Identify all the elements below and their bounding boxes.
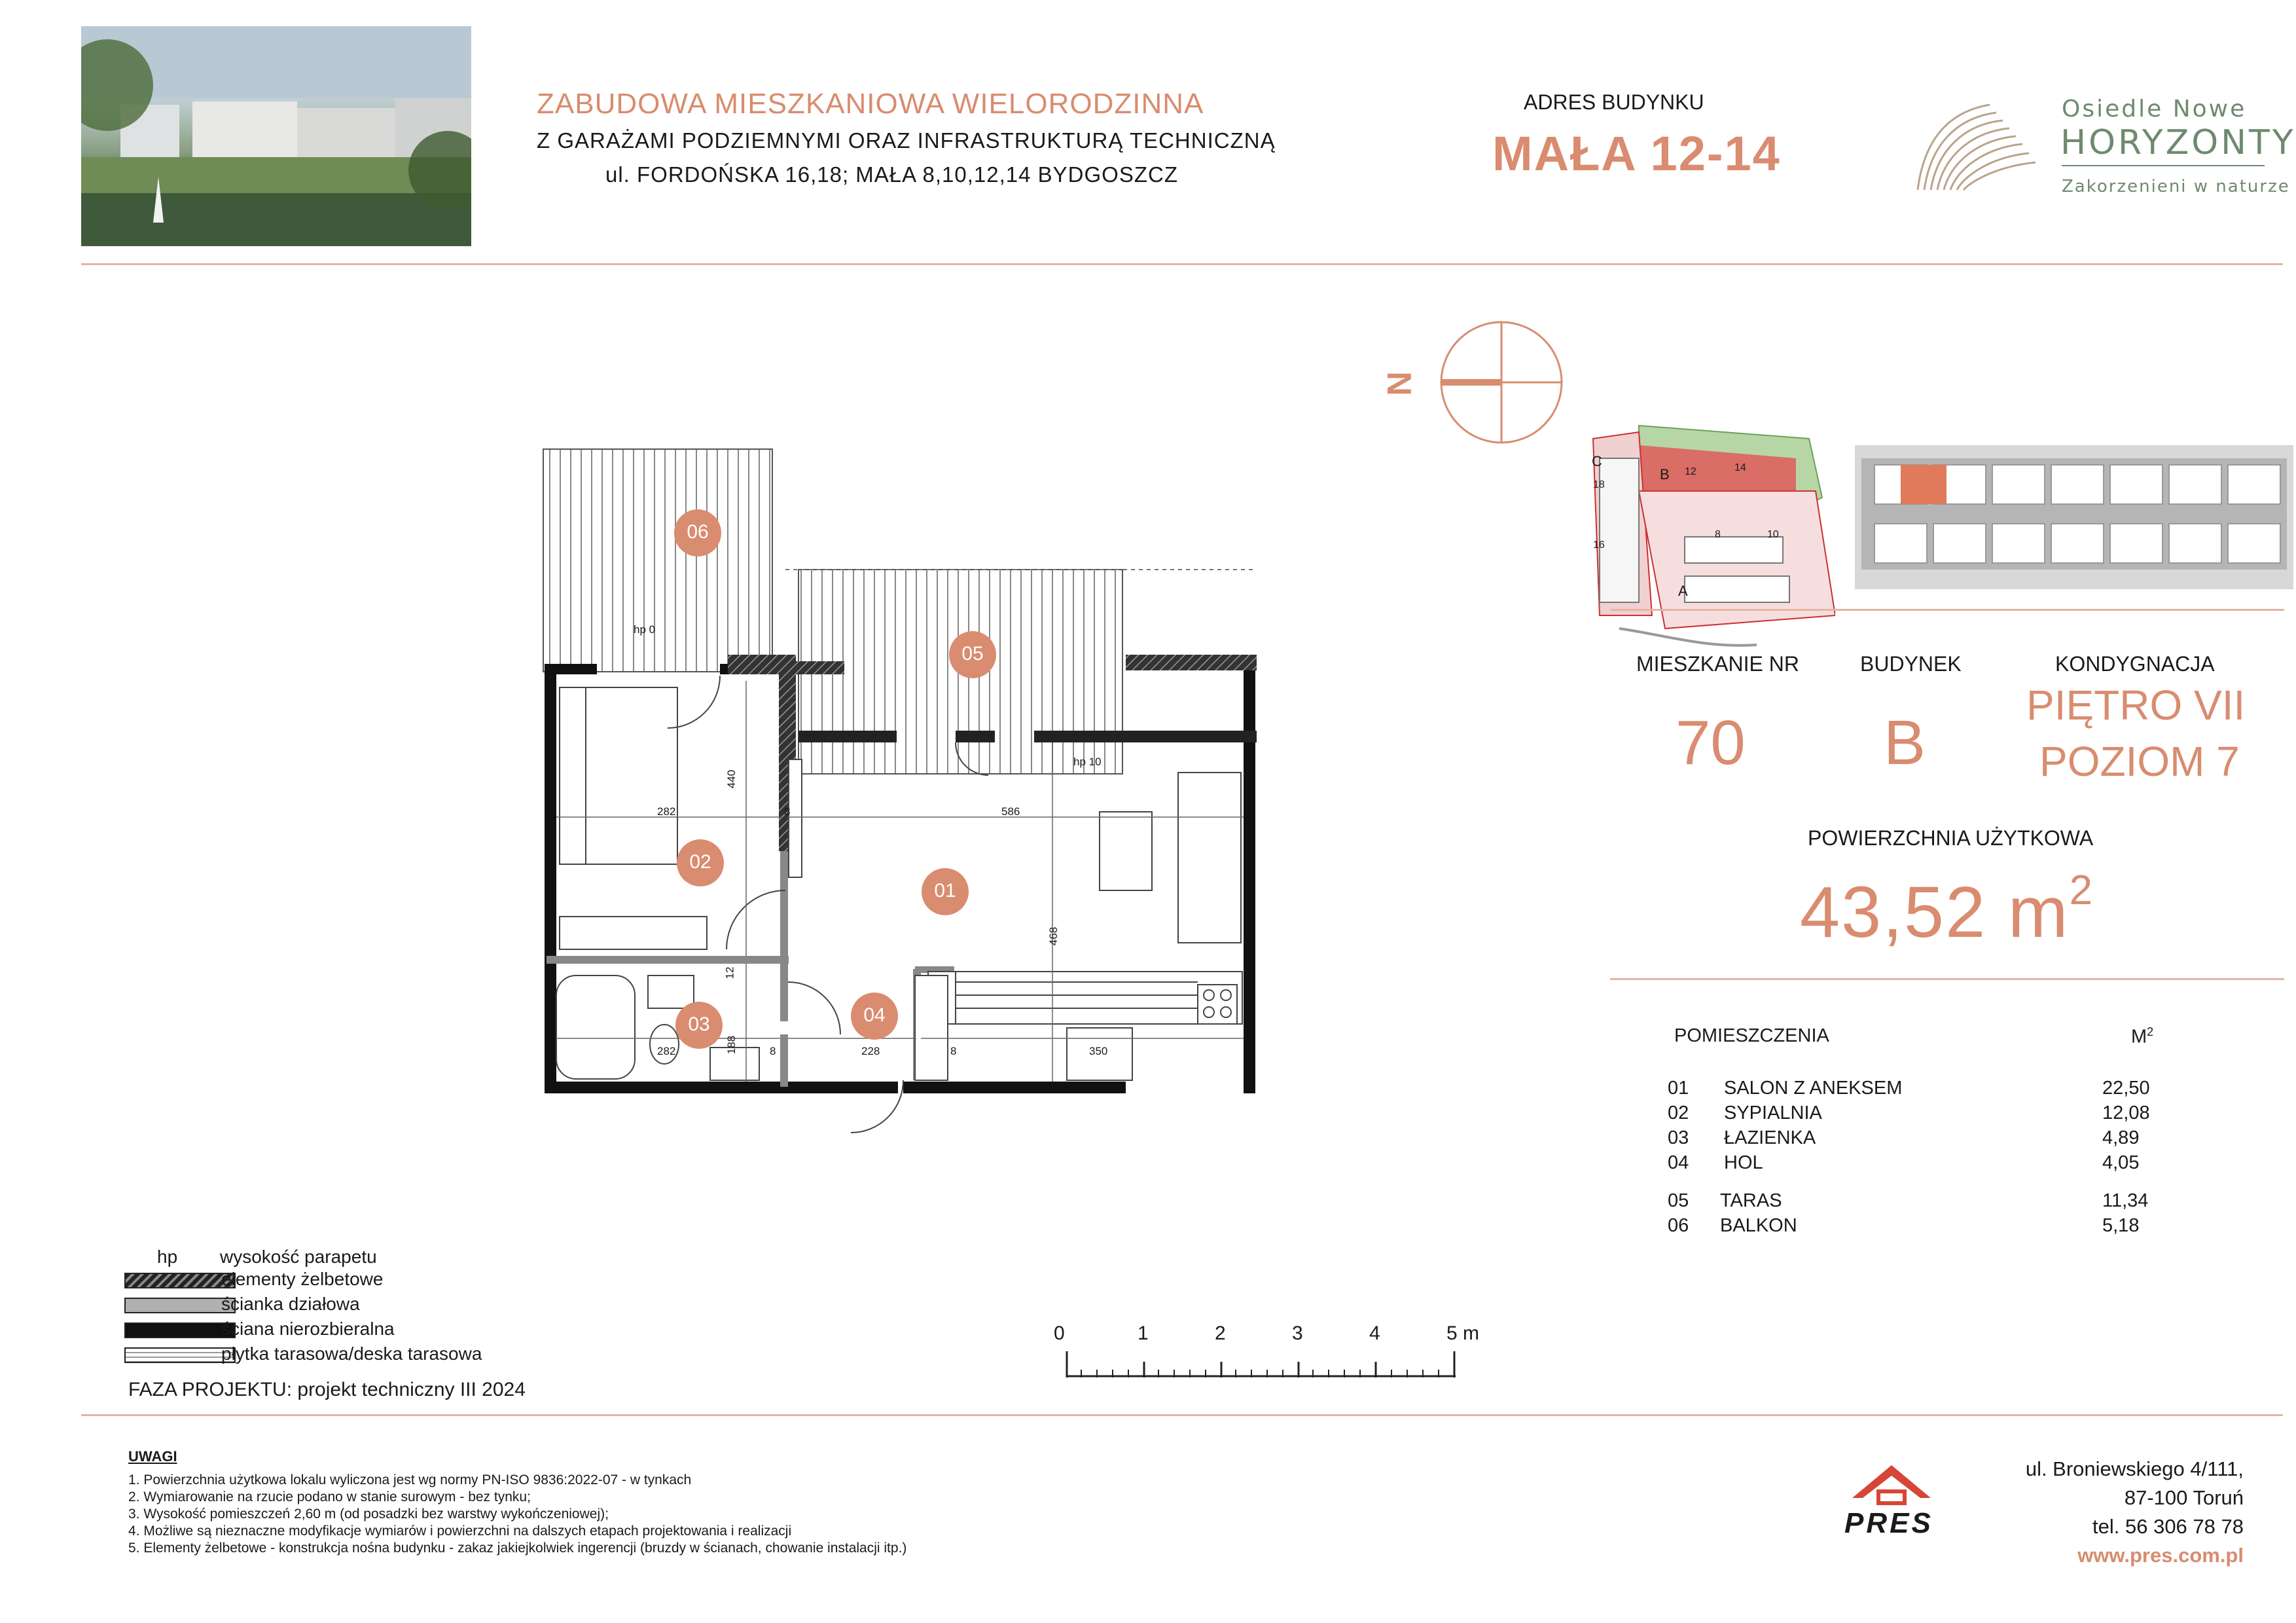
- site-label-14: 14: [1734, 462, 1746, 473]
- project-title: ZABUDOWA MIESZKANIOWA WIELORODZINNA: [537, 88, 1204, 120]
- site-label-b: B: [1660, 466, 1670, 483]
- logo-divider: [2062, 165, 2265, 166]
- area-number: 43,52 m: [1800, 872, 2070, 953]
- room-row-03-name: ŁAZIENKA: [1724, 1127, 1816, 1148]
- badge-02: 02: [689, 851, 711, 873]
- dim-8-kitchen: 8: [950, 1045, 957, 1057]
- notes-list: [128, 1472, 906, 1557]
- area-value: [1800, 866, 2094, 954]
- area-unit-sup: 2: [2069, 866, 2094, 913]
- dim-12: 12: [723, 966, 736, 979]
- note-3: 3. Wysokość pomieszczeń 2,60 m (od posadzki bez warstwy wykończeniowej);: [128, 1506, 609, 1522]
- scale-5m: 5 m: [1446, 1322, 1480, 1344]
- header-divider: [81, 263, 2283, 265]
- scale-3: 3: [1292, 1322, 1303, 1344]
- legend-decking: płytka tarasowa/deska tarasowa: [221, 1343, 482, 1364]
- legend-swatch-partition: [124, 1298, 236, 1313]
- company-city: 87-100 Toruń: [2124, 1486, 2244, 1509]
- building-letter: B: [1884, 708, 1926, 778]
- legend-loadbearing: ściana nierozbieralna: [221, 1319, 395, 1339]
- dim-282-bottom: 282: [657, 1045, 676, 1057]
- rooms-unit-m: M: [2131, 1026, 2147, 1048]
- badge-01: 01: [934, 880, 956, 902]
- legend-swatch-concrete: [124, 1273, 236, 1288]
- rooms-unit-sup: 2: [2147, 1025, 2154, 1038]
- site-label-8: 8: [1715, 529, 1721, 540]
- room-row-05-no: 05: [1668, 1190, 1689, 1211]
- note-5: 5. Elementy żelbetowe - konstrukcja nośna budynku - zakaz jakiejkolwiek ingerencji (bruzdy w ścianach, chowanie instalacji itp.): [128, 1541, 907, 1556]
- room-row-02-area: 12,08: [2102, 1103, 2150, 1123]
- dim-228: 228: [861, 1045, 880, 1057]
- company-website[interactable]: www.pres.com.pl: [2077, 1544, 2244, 1567]
- note-4: 4. Możliwe są nieznaczne modyfikacje wymiarów i powierzchni na dalszych etapach projektowania i realizacji: [128, 1523, 792, 1539]
- room-row-05-name: TARAS: [1720, 1190, 1782, 1211]
- north-label: N: [1379, 371, 1418, 396]
- building-label: BUDYNEK: [1860, 652, 1962, 676]
- hero-rendering-image: [81, 26, 471, 246]
- site-label-18: 18: [1593, 479, 1605, 490]
- floor-line2: POZIOM 7: [2039, 738, 2240, 785]
- room-row-04-name: HOL: [1724, 1152, 1763, 1173]
- info-divider-bottom: [1610, 978, 2284, 980]
- company-name: PRES: [1844, 1507, 1933, 1539]
- room-row-06-name: BALKON: [1720, 1215, 1797, 1236]
- legend-hp-key: hp: [157, 1247, 178, 1267]
- room-row-04-area: 4,05: [2102, 1152, 2140, 1173]
- dim-hp0: hp 0: [634, 623, 656, 636]
- notes-title: UWAGI: [128, 1448, 177, 1465]
- room-row-01-no: 01: [1668, 1078, 1689, 1099]
- legend-swatch-loadbearing: [124, 1322, 236, 1338]
- legend-partition: ścianka działowa: [221, 1294, 360, 1314]
- scale-1: 1: [1138, 1322, 1149, 1344]
- legend-hp-text: wysokość parapetu: [220, 1247, 377, 1267]
- badge-06: 06: [687, 521, 709, 543]
- logo-line1: Osiedle Nowe: [2062, 96, 2247, 122]
- rooms-unit-header: [2131, 1025, 2153, 1048]
- room-row-02-name: SYPIALNIA: [1724, 1103, 1822, 1123]
- badge-05: 05: [961, 643, 984, 665]
- site-label-16: 16: [1593, 539, 1605, 551]
- scale-0: 0: [1054, 1322, 1065, 1344]
- horyzonty-logo-mark: [1911, 98, 2042, 196]
- badge-04: 04: [863, 1004, 886, 1026]
- unit-number-label: MIESZKANIE NR: [1636, 652, 1799, 676]
- floor-key-plan: [1855, 439, 2293, 596]
- dim-350: 350: [1089, 1045, 1108, 1057]
- scale-4: 4: [1369, 1322, 1380, 1344]
- room-row-01-name: SALON Z ANEKSEM: [1724, 1078, 1903, 1099]
- project-subtitle: Z GARAŻAMI PODZIEMNYMI ORAZ INFRASTRUKTURĄ TECHNICZNĄ: [537, 128, 1276, 153]
- company-street: ul. Broniewskiego 4/111,: [2025, 1457, 2244, 1480]
- room-row-04-no: 04: [1668, 1152, 1689, 1173]
- floor-label: KONDYGNACJA: [2055, 652, 2215, 676]
- site-plan-map: [1587, 419, 1835, 655]
- info-divider-top: [1610, 609, 2284, 611]
- dim-8-top: 8: [784, 805, 791, 818]
- site-label-12: 12: [1685, 466, 1696, 477]
- logo-tagline: Zakorzenieni w naturze: [2062, 177, 2290, 196]
- dim-hp10: hp 10: [1073, 756, 1102, 768]
- room-row-01-area: 22,50: [2102, 1078, 2150, 1099]
- room-row-06-area: 5,18: [2102, 1215, 2140, 1236]
- room-row-03-area: 4,89: [2102, 1127, 2140, 1148]
- site-label-10: 10: [1767, 529, 1779, 540]
- dim-468: 468: [1047, 926, 1060, 946]
- legend-swatch-decking: [124, 1347, 236, 1363]
- scale-2: 2: [1215, 1322, 1226, 1344]
- company-phone: tel. 56 306 78 78: [2092, 1515, 2244, 1538]
- rooms-header: POMIESZCZENIA: [1674, 1025, 1829, 1046]
- room-row-05-area: 11,34: [2102, 1190, 2149, 1211]
- area-label: POWIERZCHNIA UŻYTKOWA: [1808, 826, 2094, 850]
- site-label-c: C: [1592, 453, 1602, 469]
- building-address-label: ADRES BUDYNKU: [1524, 90, 1704, 114]
- unit-number: 70: [1676, 708, 1746, 778]
- badge-03: 03: [688, 1013, 710, 1035]
- dim-282-top: 282: [657, 805, 676, 818]
- dim-440: 440: [725, 769, 738, 789]
- note-2: 2. Wymiarowanie na rzucie podano w stanie surowym - bez tynku;: [128, 1489, 531, 1504]
- project-address: ul. FORDOŃSKA 16,18; MAŁA 8,10,12,14 BYDGOSZCZ: [605, 162, 1179, 187]
- site-label-a: A: [1678, 583, 1688, 599]
- scale-bar: [1066, 1349, 1458, 1381]
- room-row-03-no: 03: [1668, 1127, 1689, 1148]
- floor-plan: [524, 445, 1270, 1152]
- room-row-06-no: 06: [1668, 1215, 1689, 1236]
- logo-line2: HORYZONTY: [2060, 123, 2296, 162]
- dim-188: 188: [725, 1035, 738, 1055]
- note-1: 1. Powierzchnia użytkowa lokalu wyliczona jest wg normy PN-ISO 9836:2022-07 - w tynkach: [128, 1472, 692, 1487]
- room-row-02-no: 02: [1668, 1103, 1689, 1123]
- dim-586: 586: [1001, 805, 1020, 818]
- legend-concrete: elementy żelbetowe: [221, 1269, 384, 1289]
- project-phase: FAZA PROJEKTU: projekt techniczny III 2024: [128, 1379, 526, 1400]
- footer-divider: [81, 1414, 2283, 1416]
- floor-line1: PIĘTRO VII: [2026, 682, 2246, 729]
- dim-8-bottom: 8: [770, 1045, 776, 1057]
- building-address-value: MAŁA 12-14: [1492, 126, 1781, 181]
